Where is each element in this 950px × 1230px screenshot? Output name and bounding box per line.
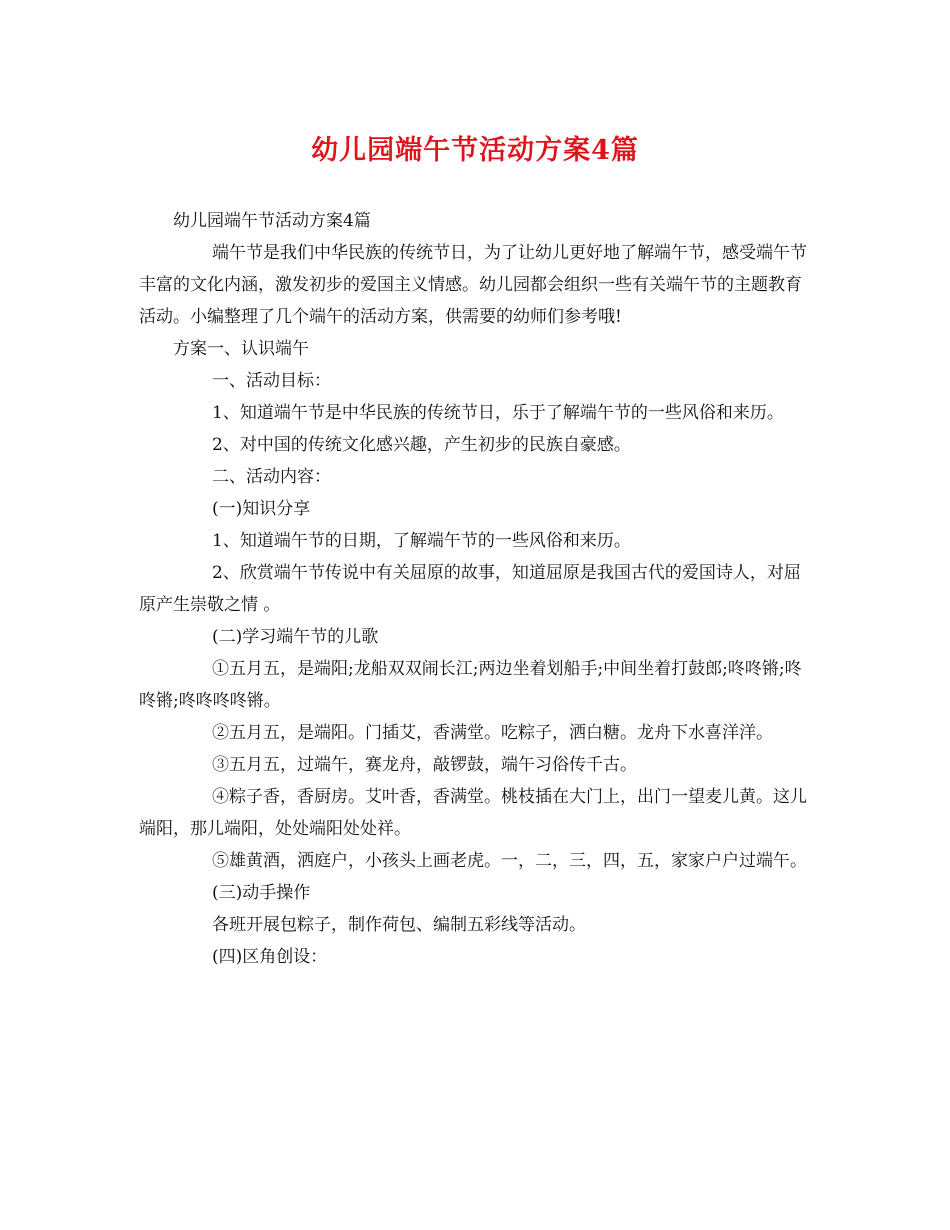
body-paragraph: (二)学习端午节的儿歌 — [212, 627, 379, 647]
body-paragraph: (四)区角创设： — [212, 947, 328, 967]
body-paragraph: ②五月五，是端阳。门插艾，香满堂。吃粽子，洒白糖。龙舟下水喜洋洋。 — [212, 723, 773, 743]
body-paragraph: ③五月五，过端午，赛龙舟，敲锣鼓，端午习俗传千古。 — [212, 755, 637, 775]
body-paragraph: ①五月五，是端阳;龙船双双闹长江;两边坐着划船手;中间坐着打鼓郎;咚咚锵;咚咚锵;咚咚咚咚锵。 — [139, 659, 802, 711]
body-paragraph: 2、欣赏端午节传说中有关屈原的故事，知道屈原是我国古代的爱国诗人，对屈原产生崇敬之情 。 — [139, 563, 801, 615]
body-paragraph: 1、知道端午节是中华民族的传统节日，乐于了解端午节的一些风俗和来历。 — [212, 403, 784, 423]
body-paragraph: (三)动手操作 — [212, 883, 311, 903]
body-paragraph: 2、对中国的传统文化感兴趣，产生初步的民族自豪感。 — [212, 435, 631, 455]
body-paragraph: ⑤雄黄酒，洒庭户，小孩头上画老虎。一，二，三，四，五，家家户户过端午。 — [212, 851, 807, 871]
body-paragraph: 方案一、认识端午 — [173, 339, 309, 359]
document-body — [139, 205, 813, 973]
document-title: 幼儿园端午节活动方案4篇 — [311, 135, 639, 166]
body-paragraph: 一、活动目标： — [212, 371, 331, 391]
body-paragraph: 端午节是我们中华民族的传统节日，为了让幼儿更好地了解端午节，感受端午节丰富的文化内涵，激发初步的爱国主义情感。幼儿园都会组织一些有关端午节的主题教育活动。小编整理了几个端午的活动方案，供需要的幼师们参考哦! — [139, 243, 807, 327]
body-paragraph: ④粽子香，香厨房。艾叶香，香满堂。桃枝插在大门上，出门一望麦儿黄。这儿端阳，那儿端阳，处处端阳处处祥。 — [139, 787, 807, 839]
body-paragraph: (一)知识分享 — [212, 499, 311, 519]
body-paragraph: 幼儿园端午节活动方案4篇 — [173, 211, 371, 231]
body-paragraph: 二、活动内容： — [212, 467, 331, 487]
body-paragraph: 各班开展包粽子，制作荷包、编制五彩线等活动。 — [212, 915, 586, 935]
body-paragraph: 1、知道端午节的日期，了解端午节的一些风俗和来历。 — [212, 531, 631, 551]
